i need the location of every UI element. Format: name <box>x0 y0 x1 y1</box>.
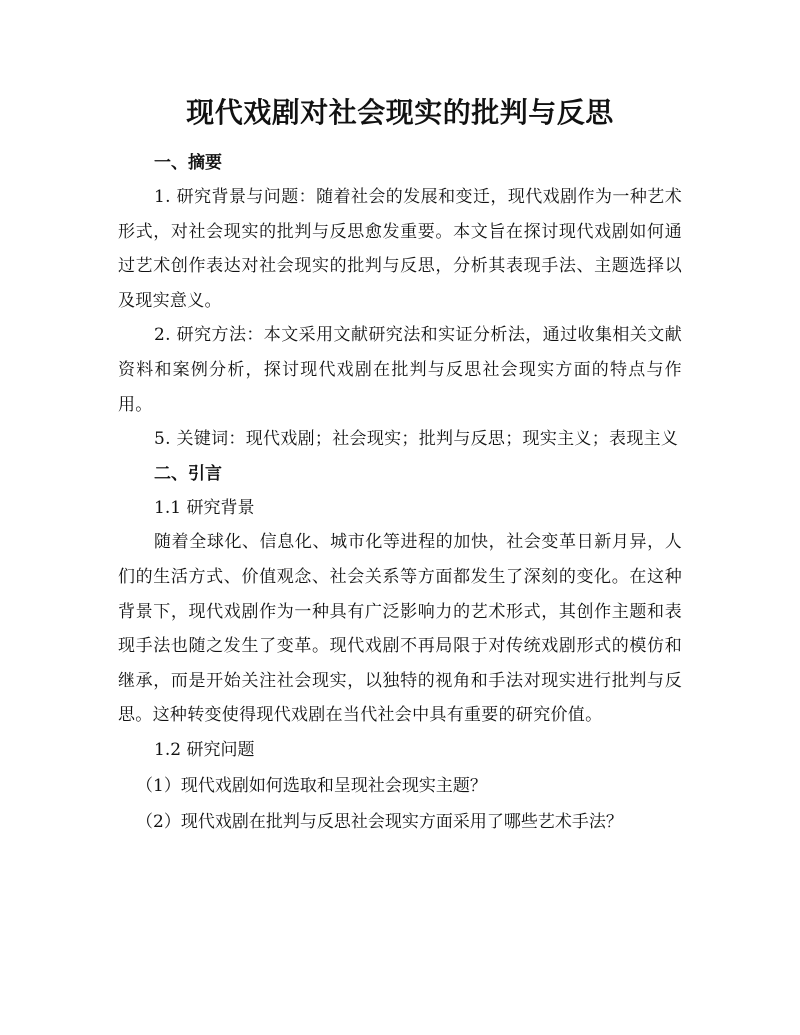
research-question-1: （1）现代戏剧如何选取和呈现社会现实主题？ <box>136 775 487 796</box>
abstract-paragraph-method: 2. 研究方法：本文采用文献研究法和实证分析法，通过收集相关文献资料和案例分析，探讨现代戏剧在批判与反思社会现实方面的特点与作用。 <box>118 325 682 415</box>
questions-heading: 1.2 研究问题 <box>154 739 255 760</box>
document-body <box>118 146 682 840</box>
abstract-heading: 一、摘要 <box>154 153 222 173</box>
abstract-paragraph-keywords: 5. 关键词：现代戏剧；社会现实；批判与反思；现实主义；表现主义 <box>154 429 679 450</box>
abstract-paragraph-background: 1. 研究背景与问题：随着社会的发展和变迁，现代戏剧作为一种艺术形式，对社会现实的批判与反思愈发重要。本文旨在探讨现代戏剧如何通过艺术创作表达对社会现实的批判与反思，分析其表现手法、主题选择以及现实意义。 <box>118 187 682 311</box>
intro-heading: 二、引言 <box>154 463 222 484</box>
research-question-2: （2）现代戏剧在批判与反思社会现实方面采用了哪些艺术手法？ <box>136 811 623 832</box>
background-paragraph: 随着全球化、信息化、城市化等进程的加快，社会变革日新月异，人们的生活方式、价值观念、社会关系等方面都发生了深刻的变化。在这种背景下，现代戏剧作为一种具有广泛影响力的艺术形式，其创作主题和表现手法也随之发生了变革。现代戏剧不再局限于对传统戏剧形式的模仿和继承，而是开始关注社会现实，以独特的视角和手法对现实进行批判与反思。这种转变使得现代戏剧在当代社会中具有重要的研究价值。 <box>118 532 682 726</box>
background-heading: 1.1 研究背景 <box>154 497 255 518</box>
document-title: 现代戏剧对社会现实的批判与反思 <box>186 96 614 129</box>
